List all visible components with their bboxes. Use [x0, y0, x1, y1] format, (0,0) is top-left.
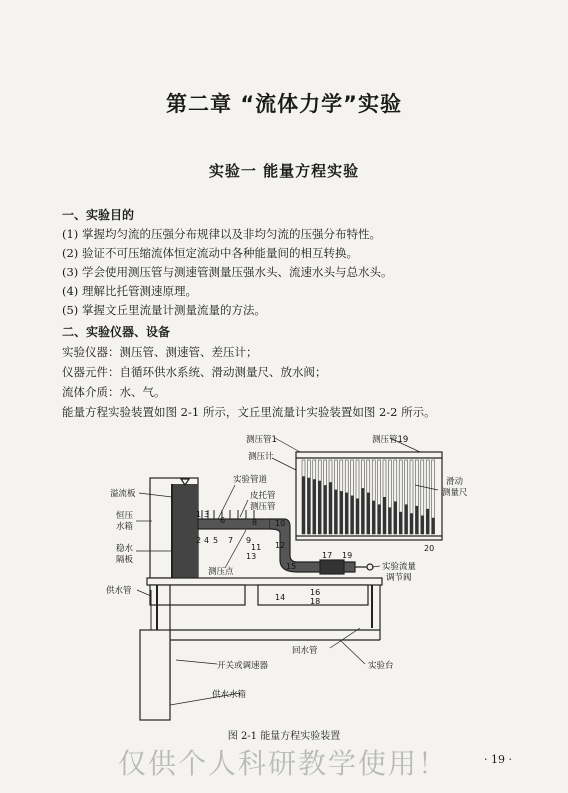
apparatus-figure	[0, 425, 568, 725]
watermark: 仅供个人科研教学使用！	[118, 747, 449, 780]
manometer-water-column	[415, 506, 418, 534]
manometer-water-column	[351, 496, 354, 534]
manometer-water-column	[345, 493, 348, 534]
manometer-water-column	[372, 501, 375, 534]
figure-caption: 图 2-1 能量方程实验装置	[227, 731, 341, 742]
page-number: · 19 ·	[484, 753, 512, 766]
label-constant-tank: 水箱	[116, 522, 134, 532]
pipe-number: 7	[228, 536, 234, 545]
manometer-water-column	[307, 478, 310, 534]
bench-shelf	[150, 585, 245, 605]
label-supply-tank: 供水水箱	[212, 690, 247, 700]
label-pitot: 测压管	[250, 502, 276, 512]
manometer-water-column	[383, 497, 386, 534]
manometer-water-column	[421, 516, 424, 535]
manometer-water-column	[318, 481, 321, 534]
manometer-water-column	[378, 504, 381, 534]
pipe-number: 15	[286, 562, 297, 571]
section-heading-objectives: 一、实验目的	[62, 208, 135, 222]
label-flow-valve: 调节阀	[386, 573, 412, 583]
pipe-number: 6	[220, 516, 226, 525]
equipment-line: 仪器元件：自循环供水系统、滑动测量尺、放水阀；	[62, 365, 327, 379]
label-switch: 开关或调速器	[217, 661, 269, 671]
manometer-water-column	[410, 513, 413, 534]
objective-item: (5) 掌握文丘里流量计测量流量的方法。	[62, 303, 266, 317]
label-return-pipe: 回水管	[292, 646, 318, 656]
label-stabilizer: 隔板	[116, 555, 134, 565]
pipe-number: 3	[204, 510, 210, 519]
pipe-number: 12	[275, 541, 286, 550]
pipe-number: 13	[246, 552, 257, 561]
manometer-water-column	[399, 512, 402, 534]
venturi-section	[320, 560, 344, 574]
section-heading-equipment: 二、实验仪器、设备	[62, 325, 171, 339]
pipe-number: 10	[275, 519, 286, 528]
manometer-water-column	[405, 504, 408, 534]
label-tube-19: 测压管19	[372, 435, 409, 445]
manometer-water-column	[324, 485, 327, 534]
objective-item: (1) 掌握均匀流的压强分布规律以及非均匀流的压强分布特性。	[62, 227, 381, 241]
pipe-number: 9	[246, 536, 252, 545]
manometer-water-column	[432, 518, 435, 534]
pipe-number: 19	[342, 551, 353, 560]
pipe-number: 18	[310, 597, 321, 606]
label-test-bench: 实验台	[368, 661, 394, 671]
pipe-number: 2	[196, 536, 202, 545]
manometer-water-column	[426, 509, 429, 534]
test-bench-top	[147, 578, 382, 585]
objective-item: (2) 验证不可压缩流体恒定流动中各种能量间的相互转换。	[62, 246, 358, 260]
label-test-pipe: 实验管道	[233, 475, 268, 485]
label-tube-1: 测压管1	[246, 435, 277, 445]
manometer-water-column	[302, 476, 305, 534]
pipe-number: 1	[196, 510, 202, 519]
label-overflow-plate: 溢流板	[110, 489, 136, 499]
manometer-water-column	[388, 507, 391, 534]
manometer-water-column	[313, 479, 316, 534]
equipment-line: 能量方程实验装置如图 2-1 所示，文丘里流量计实验装置如图 2-2 所示。	[62, 405, 436, 419]
manometer-water-column	[367, 493, 370, 534]
equipment-line: 流体介质：水、气。	[62, 385, 166, 399]
objective-item: (3) 学会使用测压管与测速管测量压强水头、流速水头与总水头。	[62, 265, 393, 279]
label-flow-valve: 实验流量	[382, 562, 417, 572]
manometer-water-column	[356, 498, 359, 534]
manometer-water-column	[334, 490, 337, 534]
label-supply-pipe: 供水管	[106, 586, 132, 596]
label-pitot: 皮托管	[250, 491, 276, 501]
experiment-title: 实验一 能量方程实验	[208, 162, 360, 180]
pipe-number: 8	[252, 518, 258, 527]
pipe-number: 11	[251, 543, 262, 552]
label-slide: 滑动	[446, 477, 464, 487]
pipe-number: 17	[322, 551, 333, 560]
objective-item: (4) 理解比托管测速原理。	[62, 284, 197, 298]
chapter-title: 第二章 “流体力学”实验	[166, 92, 402, 116]
label-manometer: 测压计	[248, 452, 274, 462]
test-pipe	[198, 519, 270, 529]
manometer-water-column	[361, 488, 364, 534]
pipe-number: 5	[213, 536, 219, 545]
manometer-water-column	[394, 501, 397, 534]
label-pressure-point: 测压点	[208, 567, 234, 577]
manometer-water-column	[340, 491, 343, 534]
pipe-number: 14	[275, 593, 286, 602]
label-constant-tank: 恒压	[116, 511, 134, 521]
pipe-number: 16	[310, 588, 321, 597]
label-slide: 测量尺	[442, 488, 468, 498]
equipment-line: 实验仪器：测压管、测速管、差压计；	[62, 345, 258, 359]
pipe-number: 4	[204, 536, 210, 545]
manometer-water-column	[329, 482, 332, 534]
supply-water-tank	[140, 630, 170, 720]
pipe-number: 20	[424, 544, 435, 553]
label-stabilizer: 稳水	[116, 544, 134, 554]
tank-water	[172, 484, 198, 578]
